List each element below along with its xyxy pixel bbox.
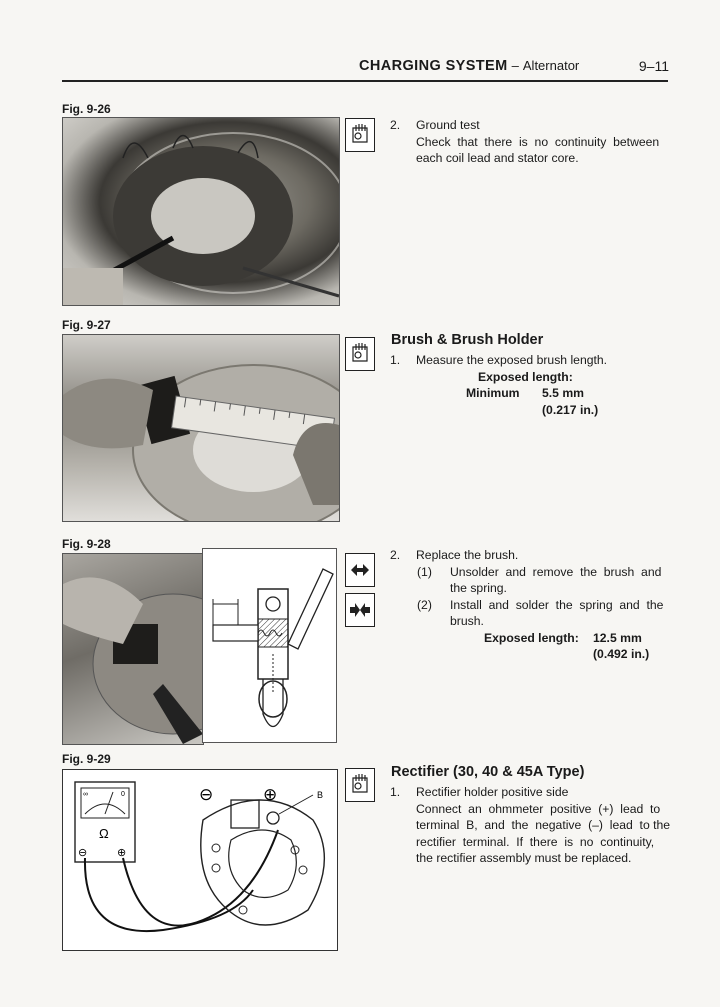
meter-zero: 0 — [121, 791, 125, 798]
header-title: CHARGING SYSTEM — [359, 58, 508, 74]
page-header — [359, 58, 669, 80]
meter-plus: ⊕ — [117, 847, 127, 859]
spec-minimum-label: Minimum — [466, 386, 520, 400]
step-text-line: Connect an ohmmeter positive (+) lead to — [416, 801, 661, 816]
spec-value-in: (0.492 in.) — [593, 647, 650, 661]
section-heading-brush: Brush & Brush Holder — [391, 332, 544, 348]
step-text-line: the rectifier assembly must be replaced. — [416, 851, 632, 865]
ground-test-block — [390, 117, 670, 167]
substep-text: Install and solder the spring and the — [450, 597, 664, 612]
figure-caption-27: Fig. 9-27 — [62, 318, 111, 332]
step-text-line: each coil lead and stator core. — [416, 151, 579, 165]
brush-block — [390, 352, 670, 418]
ohmmeter-rectifier-diagram — [63, 770, 339, 952]
disassemble-arrows-icon — [345, 553, 375, 587]
substep-text: the spring. — [450, 581, 507, 595]
step-text-line: Check that there is no continuity between — [416, 134, 660, 149]
substep-number: (2) — [417, 597, 432, 612]
rectifier-block — [390, 784, 675, 867]
substep-number: (1) — [417, 564, 432, 579]
header-subtitle: Alternator — [522, 58, 580, 73]
terminal-b-label: B — [317, 790, 324, 800]
replace-brush-block — [390, 547, 670, 663]
step-text: Measure the exposed brush length. — [416, 353, 608, 367]
figure-caption-28: Fig. 9-28 — [62, 537, 111, 551]
terminal-plus-symbol: ⊕ — [263, 785, 278, 804]
brush-diagram — [202, 548, 337, 743]
spec-label: Exposed length: — [484, 630, 579, 645]
step-text-line: rectifier terminal. If there is no continuity, — [416, 834, 655, 849]
solder-photo-illustration — [63, 554, 203, 744]
spec-value-mm: 12.5 mm — [593, 630, 642, 645]
inspect-hand-icon — [345, 118, 375, 152]
inspect-hand-icon — [345, 768, 375, 802]
step-title: Rectifier holder positive side — [416, 785, 569, 799]
rectifier-test-diagram — [62, 769, 338, 951]
header-rule — [62, 80, 668, 82]
figure-caption-26: Fig. 9-26 — [62, 102, 111, 116]
spec-value-mm: 5.5 mm — [542, 386, 585, 400]
figure-caption-29: Fig. 9-29 — [62, 752, 111, 766]
terminal-minus-symbol: ⊖ — [199, 785, 214, 804]
brush-measure-photo — [62, 334, 340, 522]
inspect-hand-icon — [345, 337, 375, 371]
header-dash: – — [511, 58, 519, 73]
substep-text: Unsolder and remove the brush and — [450, 564, 662, 579]
spec-value-in: (0.217 in.) — [542, 402, 599, 417]
spec-label: Exposed length: — [478, 369, 573, 384]
brush-holder-illustration — [63, 335, 339, 521]
stator-photo — [62, 117, 340, 306]
meter-minus: ⊖ — [78, 847, 88, 859]
meter-infinity: ∞ — [83, 791, 88, 798]
brush-solder-photo — [62, 553, 204, 745]
substep-text: brush. — [450, 614, 484, 628]
assemble-arrows-icon — [345, 593, 375, 627]
step-title: Ground test — [416, 118, 480, 132]
meter-ohm-symbol: Ω — [99, 826, 109, 841]
step-title: Replace the brush. — [416, 548, 519, 562]
page-number: 9–11 — [638, 58, 669, 74]
section-heading-rectifier: Rectifier (30, 40 & 45A Type) — [391, 764, 585, 780]
step-number: 1. — [390, 353, 401, 367]
step-text-line: terminal B, and the negative (–) lead to the — [416, 818, 671, 832]
stator-illustration — [63, 118, 339, 305]
brush-cross-section-diagram — [203, 549, 338, 744]
step-number: 2. — [390, 548, 401, 562]
step-number: 2. — [390, 118, 401, 132]
step-number: 1. — [390, 785, 401, 799]
